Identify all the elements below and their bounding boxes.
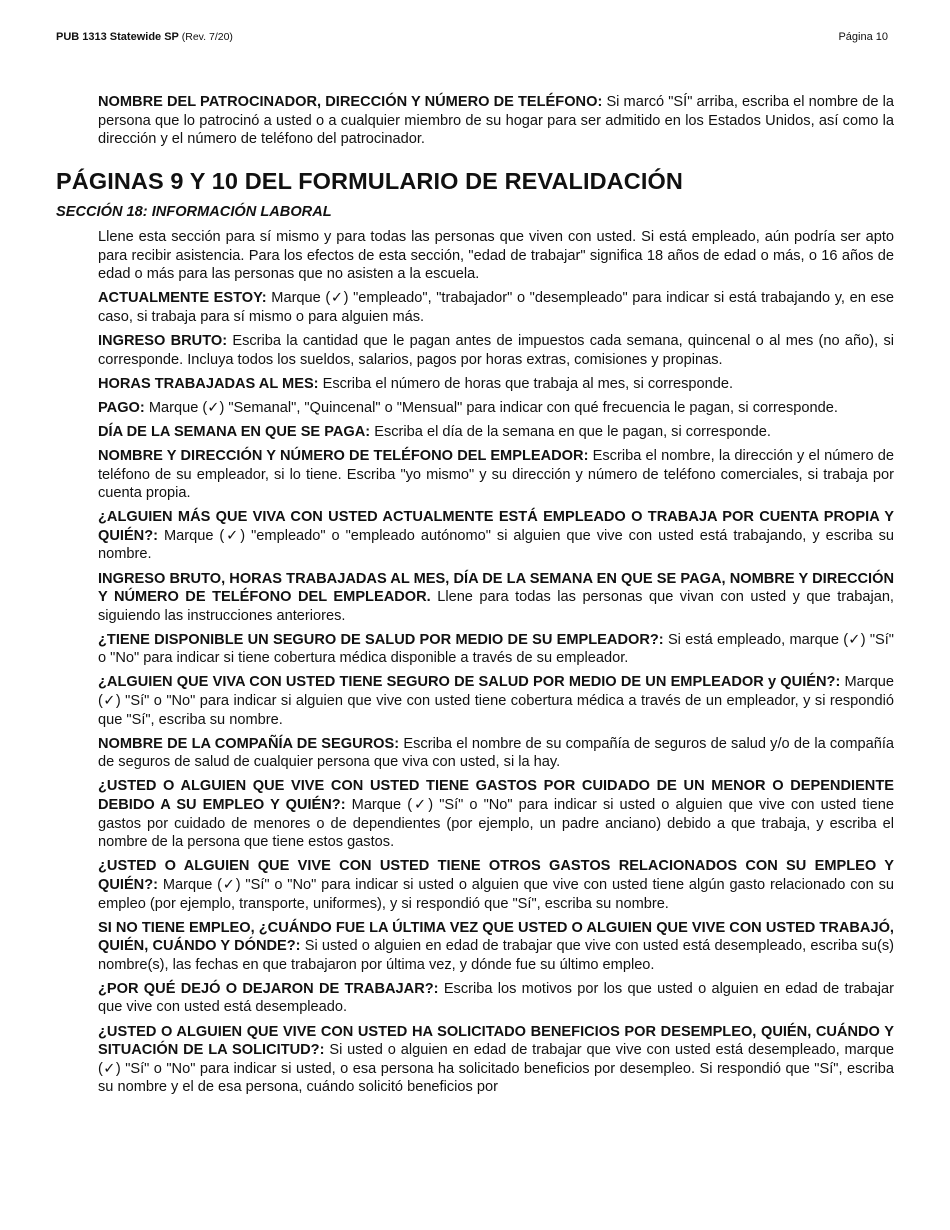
main-heading: PÁGINAS 9 Y 10 DEL FORMULARIO DE REVALIDACIÓN bbox=[56, 168, 683, 194]
instruction-paragraph bbox=[98, 423, 894, 442]
paragraph-text: Marque (✓) "Semanal", "Quincenal" o "Mensual" para indicar con qué frecuencia le pagan, si corresponde. bbox=[148, 399, 838, 416]
paragraph-text: Escriba el número de horas que trabaja al mes, si corresponde. bbox=[322, 375, 734, 392]
paragraph-term: HORAS TRABAJADAS AL MES: bbox=[98, 375, 319, 392]
instruction-paragraph bbox=[98, 857, 894, 913]
instruction-paragraph bbox=[98, 673, 894, 729]
paragraph-text: Escriba la cantidad que le pagan antes de impuestos cada semana, quincenal o al mes (no año), si corresponde. Incluya todos los sueldos, salarios, pagos por horas extras, comisiones y propinas. bbox=[98, 332, 894, 368]
intro-term: NOMBRE DEL PATROCINADOR, DIRECCIÓN Y NÚMERO DE TELÉFONO: bbox=[98, 94, 603, 110]
paragraph-term: ¿ALGUIEN QUE VIVA CON USTED TIENE SEGURO DE SALUD POR MEDIO DE UN EMPLEADOR y QUIÉN?: bbox=[98, 674, 841, 691]
instruction-paragraph bbox=[98, 289, 894, 326]
instruction-paragraph bbox=[98, 228, 894, 284]
paragraph-text: Escriba el nombre, la dirección y el número de teléfono de su empleador, si lo tiene. Escriba "yo mismo" y su dirección y número de teléfono comerciales, si trabaja por cuenta propia. bbox=[98, 447, 894, 502]
instruction-paragraph bbox=[98, 777, 894, 851]
intro-paragraph bbox=[98, 93, 894, 149]
instruction-paragraph bbox=[98, 735, 894, 772]
paragraph-text: Si está empleado, marque (✓) "Sí" o "No" para indicar si tiene cobertura médica disponible a través de su empleador. bbox=[98, 631, 894, 667]
paragraph-term: NOMBRE Y DIRECCIÓN Y NÚMERO DE TELÉFONO DEL EMPLEADOR: bbox=[98, 447, 589, 464]
paragraph-term: SI NO TIENE EMPLEO, ¿CUÁNDO FUE LA ÚLTIMA VEZ QUE USTED O ALGUIEN QUE VIVE CON USTED TRABAJÓ, QUIÉN, CUÁNDO Y DÓNDE?: bbox=[98, 919, 894, 955]
paragraph-text: Llene para todas las personas que vivan con usted y que trabajan, siguiendo las instrucciones anteriores. bbox=[98, 589, 894, 624]
paragraph-text: Escriba el día de la semana en que le pagan, si corresponde. bbox=[374, 423, 771, 440]
paragraph-text: Si usted o alguien en edad de trabajar que vive con usted está desempleado, marque (✓) "Sí" o "No" para indicar si usted, o esa persona ha solicitado beneficios por desempleo. Si respondió que "Sí", escriba su nombre y el de esa persona, cuándo solicitó beneficios por bbox=[98, 1042, 894, 1096]
publication-number: PUB 1313 Statewide SP bbox=[56, 31, 179, 43]
instruction-paragraph bbox=[98, 1023, 894, 1097]
paragraph-term: ¿USTED O ALGUIEN QUE VIVE CON USTED TIENE OTROS GASTOS RELACIONADOS CON SU EMPLEO Y QUIÉN?: bbox=[98, 858, 894, 893]
paragraph-text: Marque (✓) "Sí" o "No" para indicar si usted o alguien que vive con usted tiene gastos por cuidado de menores o de dependientes (por ejemplo, un padre anciano) debido a que trabaja, y escriba el nombre de la persona que tiene estos gastos. bbox=[98, 797, 894, 851]
paragraph-text: Si usted o alguien en edad de trabajar que vive con usted está desempleado, escriba su(s) nombre(s), las fechas en que trabajaron por última vez, y dónde fue su último empleo. bbox=[98, 938, 894, 973]
paragraph-text: Llene esta sección para sí mismo y para todas las personas que viven con usted. Si está empleado, aún podría ser apto para recibir asistencia. Para los efectos de esta sección, "edad de trabajar" significa 18 años de edad o más, o 16 años de edad o más para las personas que no asisten a la escuela. bbox=[98, 229, 894, 283]
instruction-paragraph bbox=[98, 447, 894, 503]
paragraph-text: Escriba el nombre de su compañía de seguros de salud y/o de la compañía de seguros de salud de cualquier persona que viva con usted, si la hay. bbox=[98, 735, 895, 771]
paragraph-term: ¿USTED O ALGUIEN QUE VIVE CON USTED HA SOLICITADO BENEFICIOS POR DESEMPLEO, QUIÉN, CUÁNDO Y SITUACIÓN DE LA SOLICITUD?: bbox=[98, 1023, 894, 1059]
instruction-paragraph bbox=[98, 570, 894, 626]
intro-text: Si marcó "SÍ" arriba, escriba el nombre de la persona que lo patrocinó a usted o a cualquier miembro de su hogar para ser admitido en los Estados Unidos, así como la dirección y el número de teléfono del patrocinador. bbox=[98, 94, 895, 148]
section-heading: SECCIÓN 18: INFORMACIÓN LABORAL bbox=[56, 204, 332, 220]
section-body bbox=[98, 228, 894, 1102]
paragraph-text: Escriba los motivos por los que usted o alguien en edad de trabajar que vive con usted está desempleado. bbox=[98, 980, 894, 1016]
instruction-paragraph bbox=[98, 332, 894, 369]
instruction-paragraph bbox=[98, 980, 894, 1017]
intro-section bbox=[98, 93, 894, 154]
instruction-paragraph bbox=[98, 631, 894, 668]
publication-id bbox=[56, 30, 233, 44]
paragraph-term: ¿POR QUÉ DEJÓ O DEJARON DE TRABAJAR?: bbox=[98, 980, 439, 997]
instruction-paragraph bbox=[98, 399, 894, 418]
instruction-paragraph bbox=[98, 508, 894, 564]
page-number: Página 10 bbox=[838, 31, 888, 43]
paragraph-text: Marque (✓) "Sí" o "No" para indicar si usted o alguien que vive con usted tiene algún gasto relacionado con su empleo (por ejemplo, transporte, uniformes), y si respondió que "Sí", escriba su nombre. bbox=[98, 876, 894, 912]
paragraph-term: INGRESO BRUTO: bbox=[98, 332, 228, 349]
paragraph-term: PAGO: bbox=[98, 399, 145, 416]
paragraph-term: NOMBRE DE LA COMPAÑÍA DE SEGUROS: bbox=[98, 735, 400, 752]
publication-revision: (Rev. 7/20) bbox=[181, 31, 233, 43]
paragraph-text: Marque (✓) "Sí" o "No" para indicar si alguien que vive con usted tiene cobertura médica a través de un empleador, y si respondió que "Sí", escriba su nombre. bbox=[98, 674, 894, 728]
paragraph-term: ¿ALGUIEN MÁS QUE VIVA CON USTED ACTUALMENTE ESTÁ EMPLEADO O TRABAJA POR CUENTA PROPIA Y QUIÉN?: bbox=[98, 509, 894, 544]
paragraph-term: ¿TIENE DISPONIBLE UN SEGURO DE SALUD POR MEDIO DE SU EMPLEADOR?: bbox=[98, 631, 664, 648]
instruction-paragraph bbox=[98, 919, 894, 975]
paragraph-text: Marque (✓) "empleado", "trabajador" o "desempleado" para indicar si está trabajando y, en ese caso, si trabaja para sí mismo o para alguien más. bbox=[98, 290, 894, 325]
paragraph-term: DÍA DE LA SEMANA EN QUE SE PAGA: bbox=[98, 423, 371, 440]
paragraph-term: ACTUALMENTE ESTOY: bbox=[98, 290, 267, 307]
paragraph-term: ¿USTED O ALGUIEN QUE VIVE CON USTED TIENE GASTOS POR CUIDADO DE UN MENOR O DEPENDIENTE DEBIDO A SU EMPLEO Y QUIÉN?: bbox=[98, 778, 894, 814]
paragraph-text: Marque (✓) "empleado" o "empleado autónomo" si alguien que vive con usted está trabajando, y escriba su nombre. bbox=[98, 527, 894, 563]
page-header bbox=[56, 30, 888, 44]
paragraph-term: INGRESO BRUTO, HORAS TRABAJADAS AL MES, DÍA DE LA SEMANA EN QUE SE PAGA, NOMBRE Y DIRECCIÓN Y NÚMERO DE TELÉFONO DEL EMPLEADOR. bbox=[98, 570, 894, 606]
instruction-paragraph bbox=[98, 375, 894, 394]
